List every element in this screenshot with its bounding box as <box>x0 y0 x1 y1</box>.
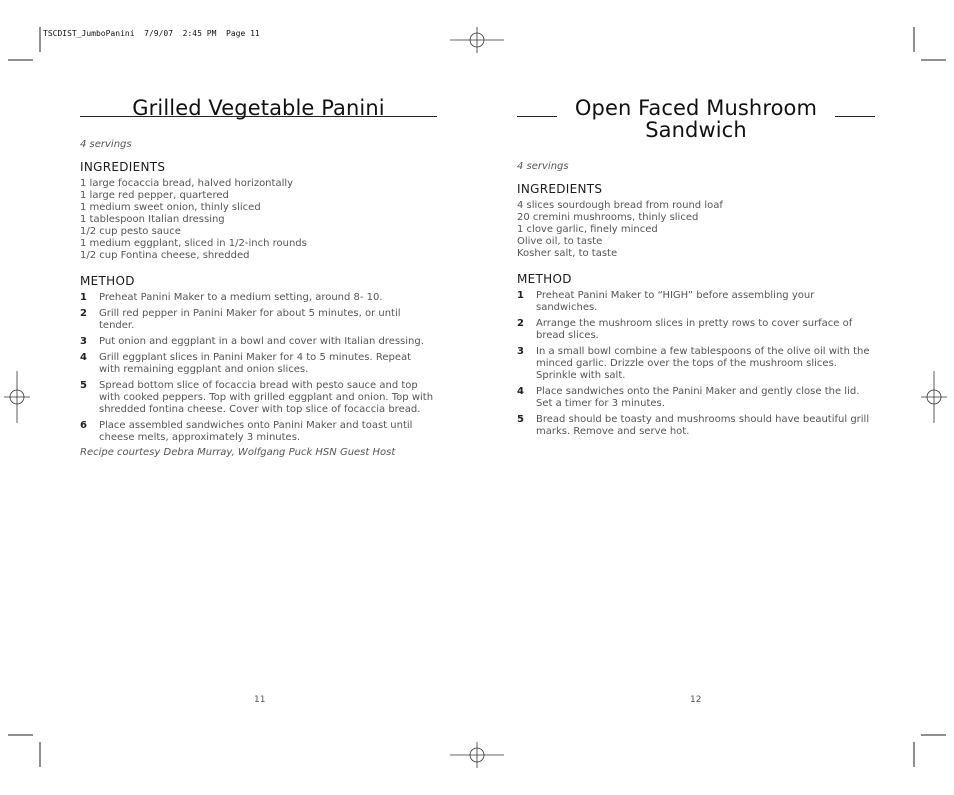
step-text: Grill eggplant slices in Panini Maker for 4 to 5 minutes. Repeat with remaining eggplant and onion slices. <box>99 352 412 375</box>
recipe-title: Grilled Vegetable Panini <box>132 96 385 120</box>
step-text: Spread bottom slice of focaccia bread with pesto sauce and top with cooked peppers. Top with grilled eggplant and onion. Top with shredded fontina cheese. Cover with top slice of focaccia bread. <box>99 380 434 415</box>
servings: 4 servings <box>517 161 569 172</box>
step-text: Preheat Panini Maker to “HIGH” before assembling your sandwiches. <box>536 290 815 313</box>
method-step <box>517 318 871 342</box>
ingredient-item: 20 cremini mushrooms, thinly sliced <box>517 212 699 223</box>
method-steps <box>517 290 875 438</box>
ingredients-heading: INGREDIENTS <box>517 182 603 196</box>
step-number: 4 <box>80 352 87 363</box>
step-text: Bread should be toasty and mushrooms should have beautiful grill marks. Remove and serve hot. <box>536 414 870 437</box>
recipe-credit: Recipe courtesy Debra Murray, Wolfgang Puck HSN Guest Host <box>80 447 396 458</box>
ingredient-item: 1/2 cup Fontina cheese, shredded <box>80 250 250 261</box>
ingredient-item: 1 medium sweet onion, thinly sliced <box>80 202 261 213</box>
ingredient-item: 1 large red pepper, quartered <box>80 190 229 201</box>
ingredient-item: 4 slices sourdough bread from round loaf <box>517 200 723 211</box>
ingredient-item: 1 medium eggplant, sliced in 1/2-inch rounds <box>80 238 307 249</box>
step-text: Arrange the mushroom slices in pretty rows to cover surface of bread slices. <box>536 318 853 341</box>
ingredient-item: 1/2 cup pesto sauce <box>80 226 181 237</box>
step-number: 5 <box>517 414 524 425</box>
recipe-title <box>517 97 875 141</box>
step-number: 2 <box>80 308 87 319</box>
ingredient-item: 1 tablespoon Italian dressing <box>80 214 225 225</box>
step-text: Grill red pepper in Panini Maker for about 5 minutes, or until tender. <box>99 308 401 331</box>
step-number: 4 <box>517 386 524 397</box>
step-number: 2 <box>517 318 524 329</box>
ingredients-list <box>80 178 307 262</box>
recipe-title-line-2: Sandwich <box>645 118 747 142</box>
step-number: 1 <box>517 290 524 301</box>
step-number: 3 <box>517 346 524 357</box>
step-text: Place assembled sandwiches onto Panini Maker and toast until cheese melts, approximately 3 minutes. <box>99 420 413 443</box>
ingredient-item: 1 clove garlic, finely minced <box>517 224 658 235</box>
method-step <box>80 380 434 416</box>
method-step <box>80 308 437 332</box>
ingredients-list <box>517 200 723 260</box>
method-step <box>80 292 437 304</box>
method-steps <box>80 292 437 444</box>
step-number: 6 <box>80 420 87 431</box>
method-step <box>80 336 437 348</box>
method-step <box>80 420 414 444</box>
page-number: 11 <box>254 695 266 705</box>
method-step <box>517 386 874 410</box>
page-number: 12 <box>690 695 702 705</box>
recipe-title-line-1: Open Faced Mushroom <box>557 97 835 119</box>
step-number: 1 <box>80 292 87 303</box>
method-step <box>517 290 875 314</box>
ingredient-item: 1 large focaccia bread, halved horizontally <box>80 178 294 189</box>
title-rule <box>80 116 437 117</box>
print-slug: TSCDIST_JumboPanini 7/9/07 2:45 PM Page 11 <box>43 29 260 38</box>
registration-mark-top <box>450 27 504 53</box>
ingredient-item: Kosher salt, to taste <box>517 248 618 259</box>
method-step <box>80 352 419 376</box>
servings: 4 servings <box>80 139 132 150</box>
registration-mark-left <box>4 371 30 423</box>
method-heading: METHOD <box>80 274 135 288</box>
step-number: 5 <box>80 380 87 391</box>
step-text: Place sandwiches onto the Panini Maker and gently close the lid. Set a timer for 3 minutes. <box>536 386 860 409</box>
registration-mark-right <box>921 371 947 423</box>
ingredients-heading: INGREDIENTS <box>80 160 166 174</box>
ingredient-item: Olive oil, to taste <box>517 236 603 247</box>
method-heading: METHOD <box>517 272 572 286</box>
step-text: In a small bowl combine a few tablespoons of the olive oil with the minced garlic. Drizzle over the tops of the mushroom slices. Sprinkle with salt. <box>536 346 870 381</box>
step-text: Preheat Panini Maker to a medium setting, around 8- 10. <box>99 292 383 303</box>
step-text: Put onion and eggplant in a bowl and cover with Italian dressing. <box>99 336 424 347</box>
method-step <box>517 346 875 382</box>
registration-mark-bottom <box>450 742 504 768</box>
step-number: 3 <box>80 336 87 347</box>
method-step <box>517 414 876 438</box>
